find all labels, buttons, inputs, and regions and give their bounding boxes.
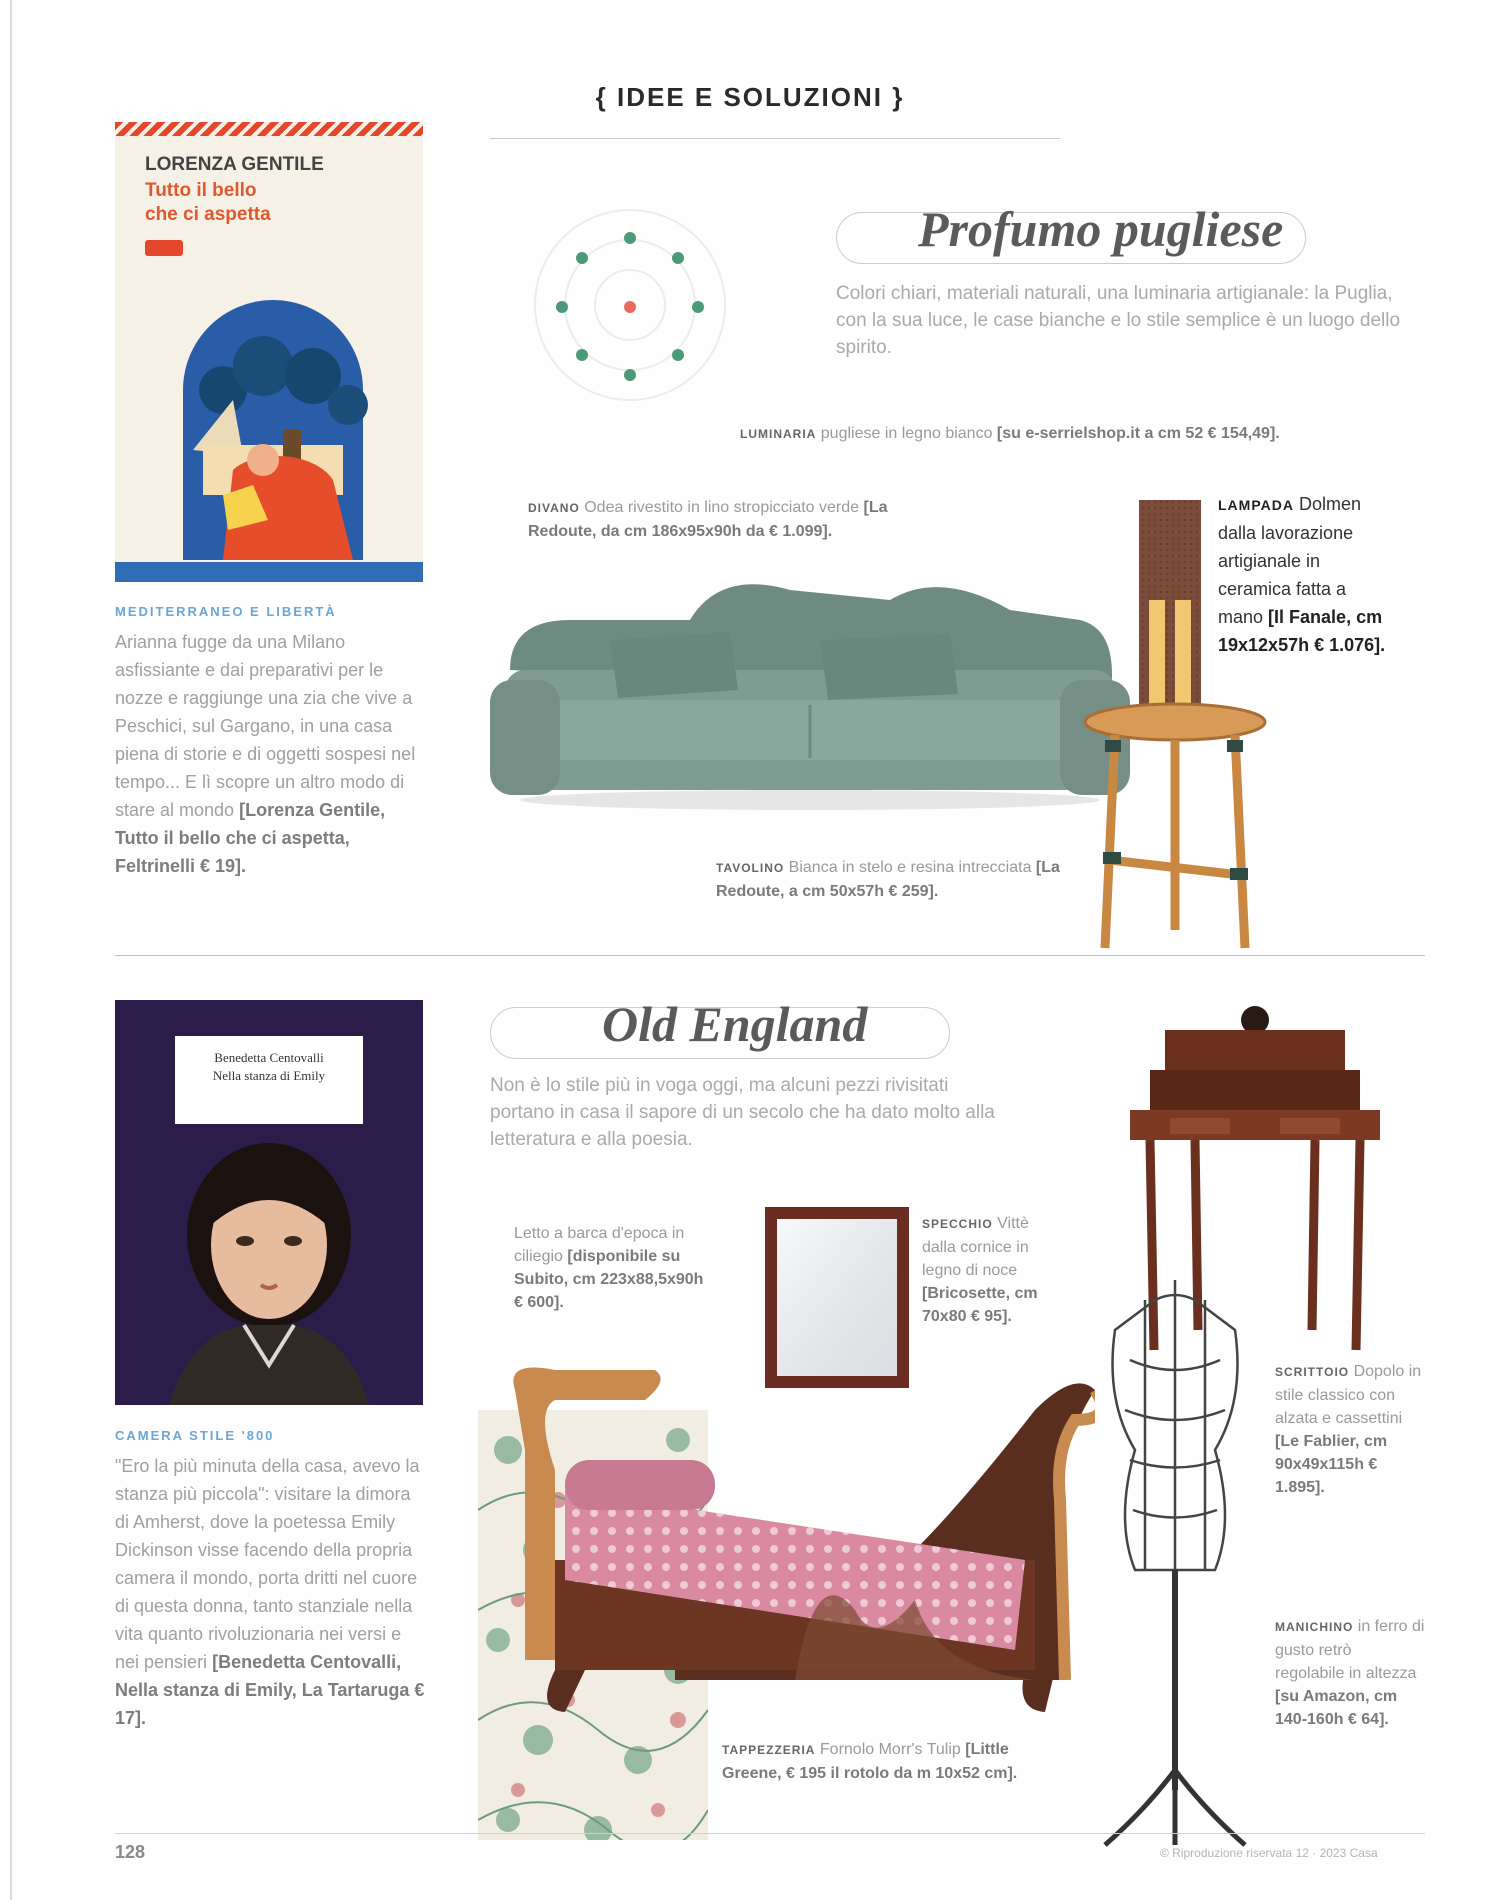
- footer-rule: [115, 1833, 1425, 1834]
- book2-kicker: CAMERA STILE '800: [115, 1428, 275, 1443]
- bed-detail: [disponibile su Subito, cm 223x88,5x90h € 600].: [514, 1248, 704, 1311]
- cover-zigzag-band: [115, 122, 423, 136]
- luminaria-key: LUMINARIA: [740, 427, 817, 441]
- mirror-key: SPECCHIO: [922, 1217, 993, 1231]
- desk-key: SCRITTOIO: [1275, 1365, 1350, 1379]
- section1-intro: Colori chiari, materiali naturali, una luminaria artigianale: la Puglia, con la sua luce, le case bianche e lo stile semplice è un luogo dello spirito.: [836, 283, 1401, 358]
- lamp-key: LAMPADA: [1218, 497, 1294, 513]
- book1-detail: [Lorenza Gentile, Tutto il bello che ci aspetta, Feltrinelli € 19].: [115, 800, 386, 876]
- wallpaper-text: Fornolo Morr's Tulip: [819, 1741, 961, 1758]
- luminaria-caption: [740, 422, 1380, 446]
- table-text: Bianca in stelo e resina intrecciata: [788, 859, 1032, 876]
- sleigh-bed-image: [495, 1360, 1095, 1720]
- page-binding-edge: [10, 0, 12, 1900]
- cover-blue-band: [115, 562, 423, 582]
- mannequin-text: in ferro di gusto retrò regolabile in altezza: [1275, 1618, 1425, 1682]
- section-divider: [115, 955, 1425, 956]
- table-key: TAVOLINO: [716, 861, 785, 875]
- wallpaper-detail: [Little Greene, € 195 il rotolo da m 10x52 cm].: [722, 1741, 1018, 1782]
- luminaria-detail: [su e-serrielshop.it a cm 52 € 154,49].: [996, 425, 1280, 442]
- lamp-text: Dolmen dalla lavorazione artigianale in ceramica fatta a mano: [1218, 494, 1362, 627]
- lamp-caption: [1218, 490, 1388, 659]
- desk-text: Dopolo in stile classico con alzata e cassettini: [1275, 1363, 1422, 1427]
- cover-illustration: [163, 280, 383, 560]
- luminaria-image: [500, 180, 760, 430]
- mirror-caption: [922, 1212, 1057, 1328]
- side-table-image: [1075, 700, 1275, 950]
- wallpaper-caption: [722, 1738, 1062, 1785]
- cover-author: Benedetta Centovalli: [214, 1050, 324, 1065]
- cover-author: LORENZA GENTILE: [145, 154, 324, 175]
- page-number: 128: [115, 1842, 146, 1862]
- table-detail: [La Redoute, a cm 50x57h € 259].: [716, 859, 1060, 900]
- wallpaper-key: TAPPEZZERIA: [722, 1743, 816, 1757]
- book2-text: "Ero la più minuta della casa, avevo la stanza più piccola": visitare la dimora di Amherst, dove la poetessa Emily Dickinson visse facendo della propria camera il mondo, porta dritti nel cuore di questa donna, tanto stanziale nella vita quanto rivoluzionaria nei versi e nei pensieri: [115, 1456, 420, 1672]
- desk-detail: [Le Fablier, cm 90x49x115h € 1.895].: [1275, 1433, 1388, 1496]
- cover-title-line-2: che ci aspetta: [145, 204, 271, 225]
- sofa-caption: [528, 496, 928, 543]
- section-header: { IDEE E SOLUZIONI }: [595, 82, 905, 112]
- section2-title: Old England: [602, 996, 868, 1052]
- emily-portrait: [149, 1135, 389, 1405]
- cover-title-line-1: Tutto il bello: [145, 180, 257, 201]
- mannequin-detail: [su Amazon, cm 140-160h € 64].: [1275, 1688, 1398, 1728]
- desk-caption: [1275, 1360, 1425, 1499]
- bed-text: Letto a barca d'epoca in ciliegio: [514, 1225, 685, 1265]
- book-cover-nella-stanza-di-emily: [115, 1000, 423, 1405]
- section1-title: Profumo pugliese: [918, 201, 1284, 257]
- sofa-key: DIVANO: [528, 501, 580, 515]
- mannequin-key: MANICHINO: [1275, 1620, 1354, 1634]
- lamp-detail: [Il Fanale, cm 19x12x57h € 1.076].: [1218, 607, 1386, 655]
- mannequin-caption: [1275, 1615, 1425, 1731]
- sofa-detail: [La Redoute, da cm 186x95x90h da € 1.099].: [528, 499, 888, 540]
- book1-text: Arianna fugge da una Milano asfissiante e dai preparativi per le nozze e raggiunge una zia che vive a Peschici, sul Gargano, in una casa piena di storie e di oggetti sospesi nel tempo... E lì scopre un altro modo di stare al mondo: [115, 632, 416, 820]
- mannequin-image: [1085, 1270, 1265, 1850]
- mirror-detail: [Bricosette, cm 70x80 € 95].: [922, 1285, 1038, 1325]
- book1-kicker: MEDITERRANEO E LIBERTÀ: [115, 604, 337, 619]
- table-caption: [716, 856, 1096, 903]
- section2-intro: Non è lo stile più in voga oggi, ma alcuni pezzi rivisitati portano in casa il sapore di un secolo che ha dato molto alla letteratura e alla poesia.: [490, 1075, 995, 1150]
- header-rule: [490, 138, 1060, 139]
- publisher-logo-badge: [145, 240, 183, 256]
- bed-caption: [514, 1222, 704, 1314]
- book-cover-tutto-il-bello: [115, 122, 423, 582]
- mirror-text: Vittè dalla cornice in legno di noce: [922, 1215, 1029, 1279]
- lamp-image: [1135, 500, 1205, 710]
- sofa-text: Odea rivestito in lino stropicciato verde: [584, 499, 860, 516]
- book2-description: [115, 1452, 425, 1732]
- sofa-image: [490, 560, 1130, 820]
- footer-credit: © Riproduzione riservata 12 · 2023 Casa: [1160, 1846, 1378, 1860]
- book1-description: [115, 628, 425, 880]
- cover-title: Nella stanza di Emily: [212, 1068, 326, 1083]
- luminaria-text: pugliese in legno bianco: [820, 425, 993, 442]
- book2-detail: [Benedetta Centovalli, Nella stanza di Emily, La Tartaruga € 17].: [115, 1652, 425, 1728]
